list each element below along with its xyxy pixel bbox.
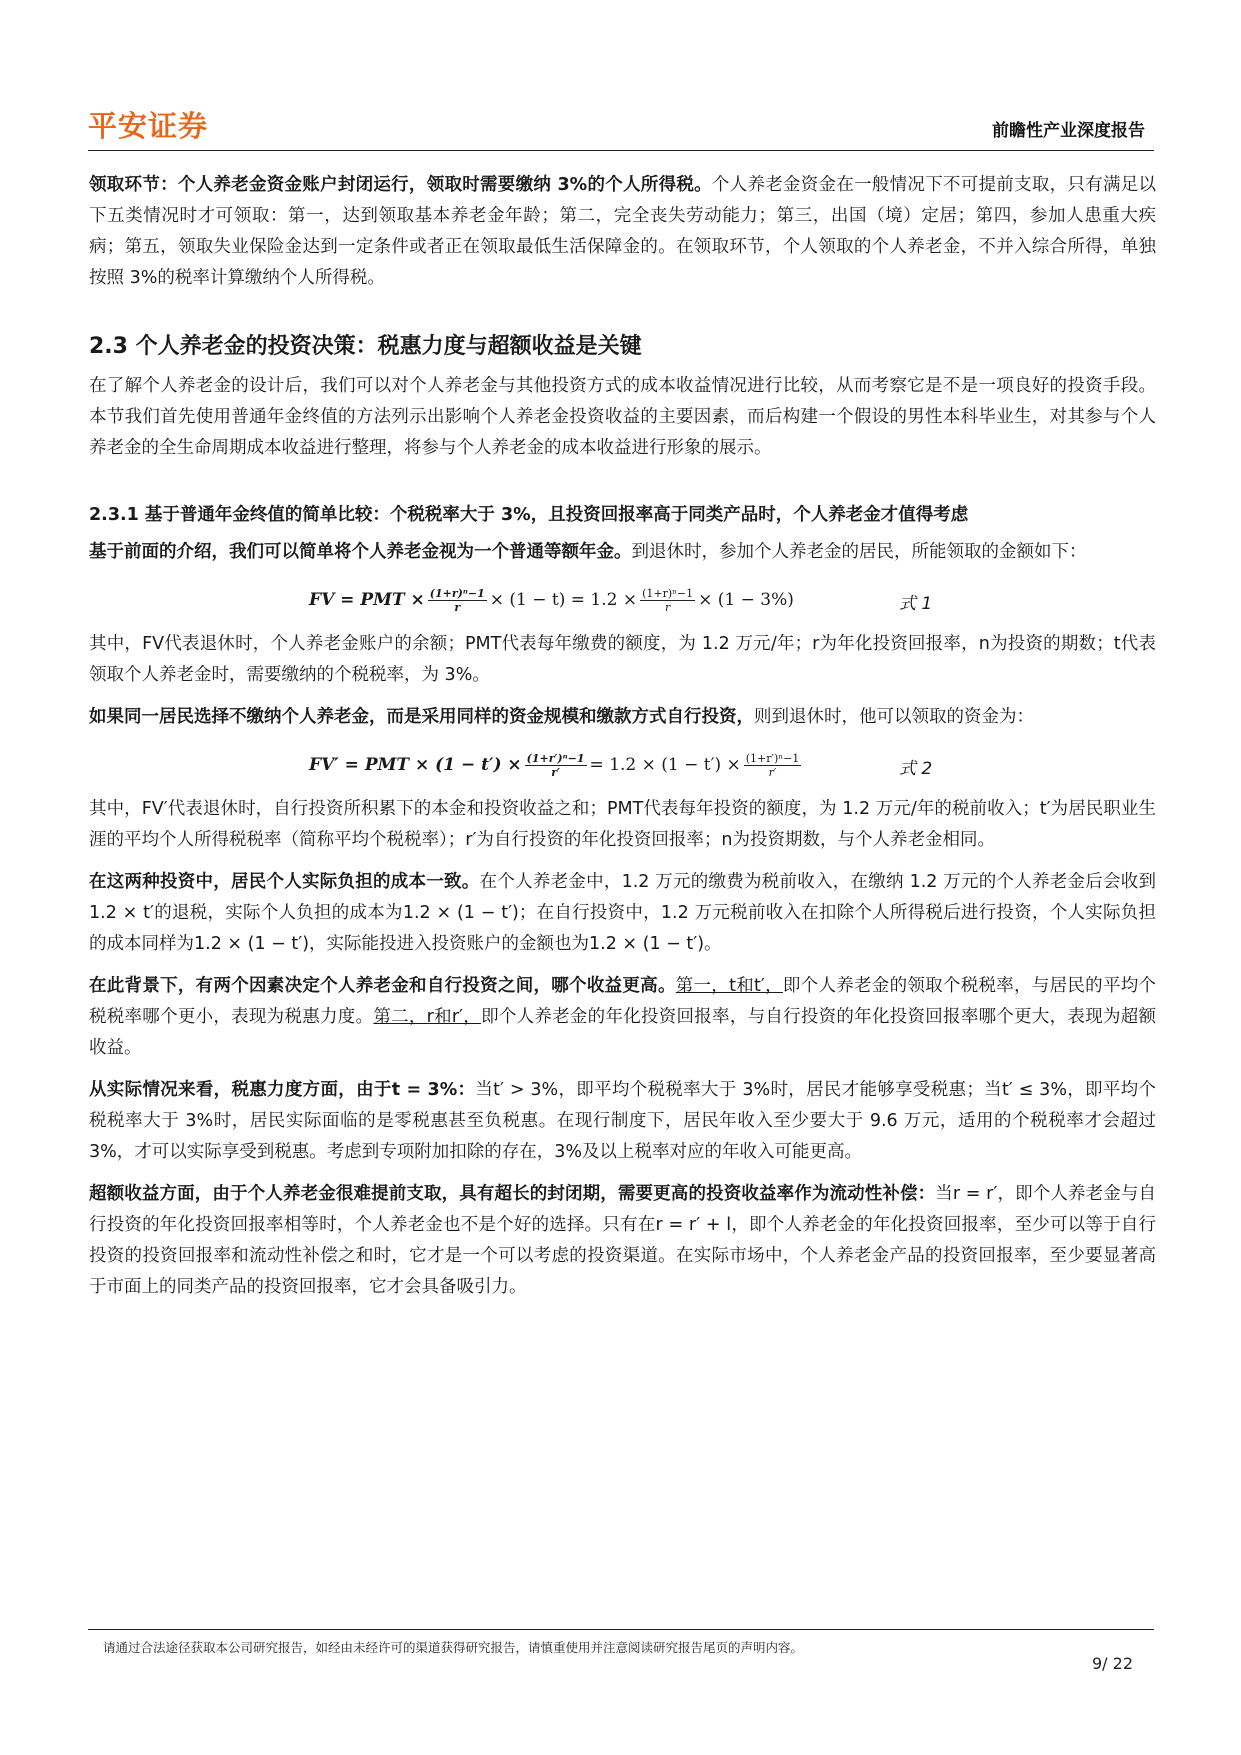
section-title: 2.3 个人养老金的投资决策：税惠力度与超额收益是关键 (89, 334, 642, 359)
formula-rhs: × (1 − 3%) (698, 590, 794, 610)
paragraph-text: 到退休时，参加个人养老金的居民，所能领取的金额如下： (631, 542, 1087, 562)
formula-middle: × (1 − t) = 1.2 × (489, 590, 638, 610)
subsection-title: 2.3.1 基于普通年金终值的简单比较：个税税率大于 3%，且投资回报率高于同类产品时，个人养老金才值得考虑 (89, 505, 969, 525)
paragraph-lead: 在此背景下，有两个因素决定个人养老金和自行投资之间，哪个收益更高。 (89, 976, 676, 996)
footer-disclaimer: 请通过合法途径获取本公司研究报告，如经由未经许可的渠道获得研究报告，请慎重使用并注意阅读研究报告尾页的声明内容。 (103, 1640, 804, 1655)
paragraph-lead: 从实际情况来看，税惠力度方面，由于t = 3%： (89, 1080, 476, 1100)
paragraph-formula2-explanation: 其中，FV′代表退休时，自行投资所积累下的本金和投资收益之和；PMT代表每年投资的额度，为 1.2 万元/年的税前收入；t′为居民职业生涯的平均个人所得税税率（简称平均个税税率）；r′为自行投资的年化投资回报率；n为投资期数，与个人养老金相同。 (89, 799, 1156, 850)
paragraph-lead: 超额收益方面，由于个人养老金很难提前支取，具有超长的封闭期，需要更高的投资收益率作为流动性补偿： (89, 1184, 936, 1204)
paragraph-lead: 如果同一居民选择不缴纳个人养老金，而是采用同样的资金规模和缴款方式自行投资， (89, 707, 754, 727)
factor-one-text: 即个人养老金的领取个税税率，与居民的平均个税税率哪个更小，表现为税惠力度。 (89, 976, 1157, 1027)
paragraph-text: 当r = r′，即个人养老金与自行投资的年化投资回报率相等时，个人养老金也不是个好的选择。只有在r = r′ + l，即个人养老金的年化投资回报率，至少可以等于自行投资的投资回报率和流动性补偿之和时，它才是一个可以考虑的投资渠道。在实际市场中，个人养老金产品的投资回报率，至少要显著高于市面上的同类产品的投资回报率，它才会具备吸引力。 (89, 1184, 1157, 1297)
formula-fraction: $\frac{\text{(1+r′)ⁿ−1}}{r'}$ (526, 751, 585, 779)
report-type-label: 前瞻性产业深度报告 (992, 121, 1145, 141)
formula-lhs: FV = PMT × (309, 590, 425, 610)
paragraph-text: 在个人养老金中，1.2 万元的缴费为税前收入，在缴纳 1.2 万元的个人养老金后会收到1.2 × t′的退税，实际个人负担的成本为1.2 × (1 − t′)；在自行投资中，1.2 万元税前收入在扣除个人所得税后进行投资，个人实际负担的成本同样为1.2 × (1 − t′)，实际能投进入投资账户的金额也为1.2 × (1 − t′)。 (89, 872, 1156, 954)
formula-middle: = 1.2 × (1 − t′) × (589, 755, 741, 775)
paragraph-cost (89, 867, 1156, 960)
formula-fraction: $\frac{\text{(1+r)ⁿ−1}}{r}$ (429, 586, 485, 614)
paragraph-lead: 在这两种投资中，居民个人实际负担的成本一致。 (89, 872, 480, 892)
factor-two-label: 第二，r和r′， (373, 1007, 482, 1027)
paragraph-text: 当t′ > 3%，即平均个税税率大于 3%时，居民才能够享受税惠；当t′ ≤ 3%，即平均个税税率大于 3%时，居民实际面临的是零税惠甚至负税惠。在现行制度下，居民年收入至少要大于 9.6 万元，适用的个税税率才会超过 3%，才可以实际享受到税惠。考虑到专项附加扣除的存在，3%及以上税率对应的年收入可能更高。 (89, 1080, 1156, 1162)
formula-fraction: $\frac{\text{(1+r′)ⁿ−1}}{r'}$ (745, 751, 800, 779)
paragraph-tax-benefit (89, 1075, 1156, 1168)
formula-tag: 式 2 (899, 759, 933, 779)
formula-fraction: $\frac{\text{(1+r)ⁿ−1}}{r}$ (642, 586, 694, 614)
paragraph-self-invest (89, 702, 1156, 733)
formula-lhs: FV′ = PMT × (1 − t′) × (309, 755, 522, 775)
paragraph-lead: 领取环节：个人养老金资金账户封闭运行，领取时需要缴纳 3%的个人所得税。 (89, 175, 712, 195)
company-logo: 平安证券 (88, 109, 209, 143)
header-divider (88, 150, 1154, 151)
paragraph-excess-return (89, 1179, 1156, 1303)
page-number: 9/ 22 (1091, 1654, 1133, 1673)
paragraph-annuity (89, 537, 1156, 568)
footer-divider (88, 1629, 1154, 1630)
paragraph-lead: 基于前面的介绍，我们可以简单将个人养老金视为一个普通等额年金。 (89, 542, 632, 562)
formula-tag: 式 1 (899, 594, 933, 614)
paragraph-formula1-explanation: 其中，FV代表退休时，个人养老金账户的余额；PMT代表每年缴费的额度，为 1.2 万元/年；r为年化投资回报率，n为投资的期数；t代表领取个人养老金时，需要缴纳的个税税率，为 3%。 (89, 634, 1156, 685)
paragraph-text: 则到退休时，他可以领取的资金为： (754, 707, 1034, 727)
factor-two-text: 即个人养老金的年化投资回报率，与自行投资的年化投资回报率哪个更大，表现为超额收益。 (89, 1007, 1157, 1058)
factor-one-label: 第一，t和t′， (675, 976, 783, 996)
paragraph-text: 个人养老金资金在一般情况下不可提前支取，只有满足以下五类情况时才可领取：第一，达到领取基本养老金年龄；第二，完全丧失劳动能力；第三，出国（境）定居；第四，参加人患重大疾病；第五，领取失业保险金达到一定条件或者正在领取最低生活保障金的。在领取环节，个人领取的个人养老金，不并入综合所得，单独按照 3%的税率计算缴纳个人所得税。 (89, 175, 1156, 288)
paragraph-intro: 在了解个人养老金的设计后，我们可以对个人养老金与其他投资方式的成本收益情况进行比较，从而考察它是不是一项良好的投资手段。本节我们首先使用普通年金终值的方法列示出影响个人养老金投资收益的主要因素，而后构建一个假设的男性本科毕业生，对其参与个人养老金的全生命周期成本收益进行整理，将参与个人养老金的成本收益进行形象的展示。 (89, 376, 1156, 458)
formula-2 (89, 744, 1156, 786)
main-content (89, 170, 1156, 1314)
paragraph-collection-stage (89, 170, 1156, 294)
formula-1 (89, 579, 1156, 621)
paragraph-factors (89, 971, 1156, 1064)
